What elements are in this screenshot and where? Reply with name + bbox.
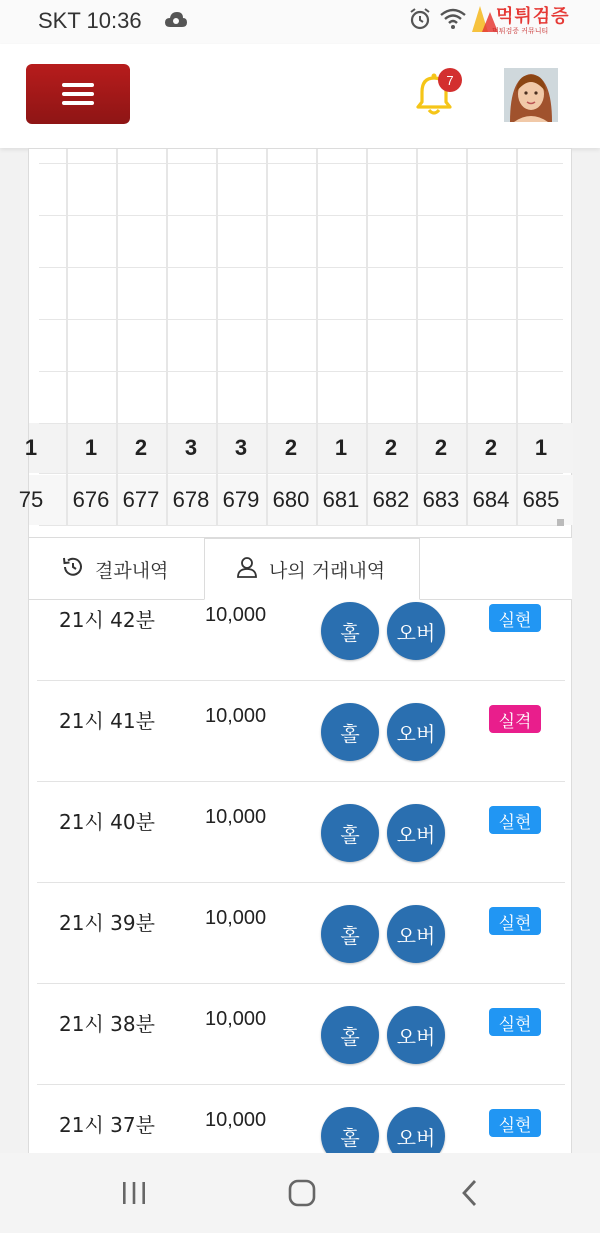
tab-label: 나의 거래내역 xyxy=(269,559,386,582)
history-row xyxy=(37,681,565,782)
round-cell: 680 xyxy=(272,487,310,512)
result-cell: 1 xyxy=(24,435,38,460)
result-status-badge: 실현 xyxy=(489,806,541,834)
result-grid-card xyxy=(18,148,572,538)
history-row xyxy=(37,883,565,984)
bet-history-list xyxy=(28,600,572,1153)
pick-odd-button[interactable]: 홀 xyxy=(321,804,379,862)
grid-column-line xyxy=(216,149,218,525)
recent-apps-icon[interactable] xyxy=(114,1173,154,1213)
pick-over-button[interactable]: 오버 xyxy=(387,1006,445,1064)
carrier-time: SKT 10:36 xyxy=(38,8,142,33)
grid-column-line xyxy=(466,149,468,525)
pick-odd-button[interactable]: 홀 xyxy=(321,1107,379,1165)
result-status-badge: 실현 xyxy=(489,1008,541,1036)
status-bar xyxy=(0,0,600,44)
result-status-badge: 실격 xyxy=(489,705,541,733)
result-cell: 3 xyxy=(234,435,248,460)
notification-badge: 7 xyxy=(438,68,462,92)
pick-over-button[interactable]: 오버 xyxy=(387,703,445,761)
bet-amount: 10,000 xyxy=(205,1109,267,1131)
result-status-badge: 실현 xyxy=(489,604,541,632)
round-cell: 683 xyxy=(422,487,460,512)
pick-odd-button[interactable]: 홀 xyxy=(321,1006,379,1064)
bet-time: 21시 39분 xyxy=(59,911,155,935)
grid-column-line xyxy=(516,149,518,525)
menu-button[interactable] xyxy=(26,64,130,124)
grid-row-line xyxy=(39,163,563,164)
watermark-subtext: 먹튀검증 커뮤니티 xyxy=(492,27,549,35)
menu-bar-icon xyxy=(62,101,94,105)
pick-odd-button[interactable]: 홀 xyxy=(321,602,379,660)
result-cell: 1 xyxy=(534,435,548,460)
result-cell: 3 xyxy=(184,435,198,460)
grid-column-line xyxy=(416,149,418,525)
bet-time: 21시 42분 xyxy=(59,608,155,632)
grid-column-line xyxy=(366,149,368,525)
status-icons xyxy=(408,8,466,34)
round-cell: 679 xyxy=(222,487,260,512)
menu-bar-icon xyxy=(62,83,94,87)
avatar[interactable] xyxy=(504,68,558,122)
result-cell: 2 xyxy=(434,435,448,460)
back-icon[interactable] xyxy=(450,1173,490,1213)
history-row xyxy=(37,782,565,883)
grid-row-line xyxy=(39,423,563,424)
menu-bar-icon xyxy=(62,92,94,96)
grid-column-line xyxy=(166,149,168,525)
bet-amount: 10,000 xyxy=(205,907,267,929)
home-icon[interactable] xyxy=(282,1173,322,1213)
result-status-badge: 실현 xyxy=(489,1109,541,1137)
pick-odd-button[interactable]: 홀 xyxy=(321,703,379,761)
pick-over-button[interactable]: 오버 xyxy=(387,602,445,660)
result-status-badge: 실현 xyxy=(489,907,541,935)
bet-amount: 10,000 xyxy=(205,705,267,727)
round-cell: 75 xyxy=(18,487,44,512)
result-cell: 1 xyxy=(334,435,348,460)
result-cell: 2 xyxy=(384,435,398,460)
pick-over-button[interactable]: 오버 xyxy=(387,1107,445,1165)
bet-amount: 10,000 xyxy=(205,1008,267,1030)
grid-column-line xyxy=(316,149,318,525)
pick-over-button[interactable]: 오버 xyxy=(387,804,445,862)
round-cell: 685 xyxy=(522,487,560,512)
tab-label: 결과내역 xyxy=(95,559,169,582)
bet-time: 21시 40분 xyxy=(59,810,155,834)
grid-column-line xyxy=(266,149,268,525)
alarm-icon xyxy=(408,7,432,35)
pick-over-button[interactable]: 오버 xyxy=(387,905,445,963)
cloud-sync-icon xyxy=(165,12,187,32)
round-cell: 681 xyxy=(322,487,360,512)
round-cell: 682 xyxy=(372,487,410,512)
round-cell: 678 xyxy=(172,487,210,512)
grid-row-line xyxy=(39,525,563,526)
wifi-icon xyxy=(440,8,466,34)
result-cell: 2 xyxy=(484,435,498,460)
result-grid xyxy=(18,149,573,529)
result-cell: 2 xyxy=(284,435,298,460)
android-nav-bar xyxy=(0,1153,600,1233)
grid-row-line xyxy=(39,215,563,216)
result-cell: 1 xyxy=(84,435,98,460)
bet-time: 21시 37분 xyxy=(59,1113,155,1137)
round-cell: 684 xyxy=(472,487,510,512)
pick-odd-button[interactable]: 홀 xyxy=(321,905,379,963)
scroll-handle[interactable] xyxy=(557,519,564,526)
grid-row-line xyxy=(39,473,563,474)
result-cell: 2 xyxy=(134,435,148,460)
round-cell: 677 xyxy=(122,487,160,512)
bet-amount: 10,000 xyxy=(205,604,267,626)
bet-time: 21시 38분 xyxy=(59,1012,155,1036)
grid-column-line xyxy=(66,149,68,525)
grid-column-line xyxy=(116,149,118,525)
history-row xyxy=(37,580,565,681)
bet-amount: 10,000 xyxy=(205,806,267,828)
history-row xyxy=(37,984,565,1085)
grid-row-line xyxy=(39,371,563,372)
app-header xyxy=(0,44,600,148)
watermark-text: 먹튀검증 xyxy=(496,6,570,26)
watermark-logo xyxy=(466,2,596,38)
bet-time: 21시 41분 xyxy=(59,709,155,733)
grid-row-line xyxy=(39,267,563,268)
round-cell: 676 xyxy=(72,487,110,512)
grid-row-line xyxy=(39,319,563,320)
